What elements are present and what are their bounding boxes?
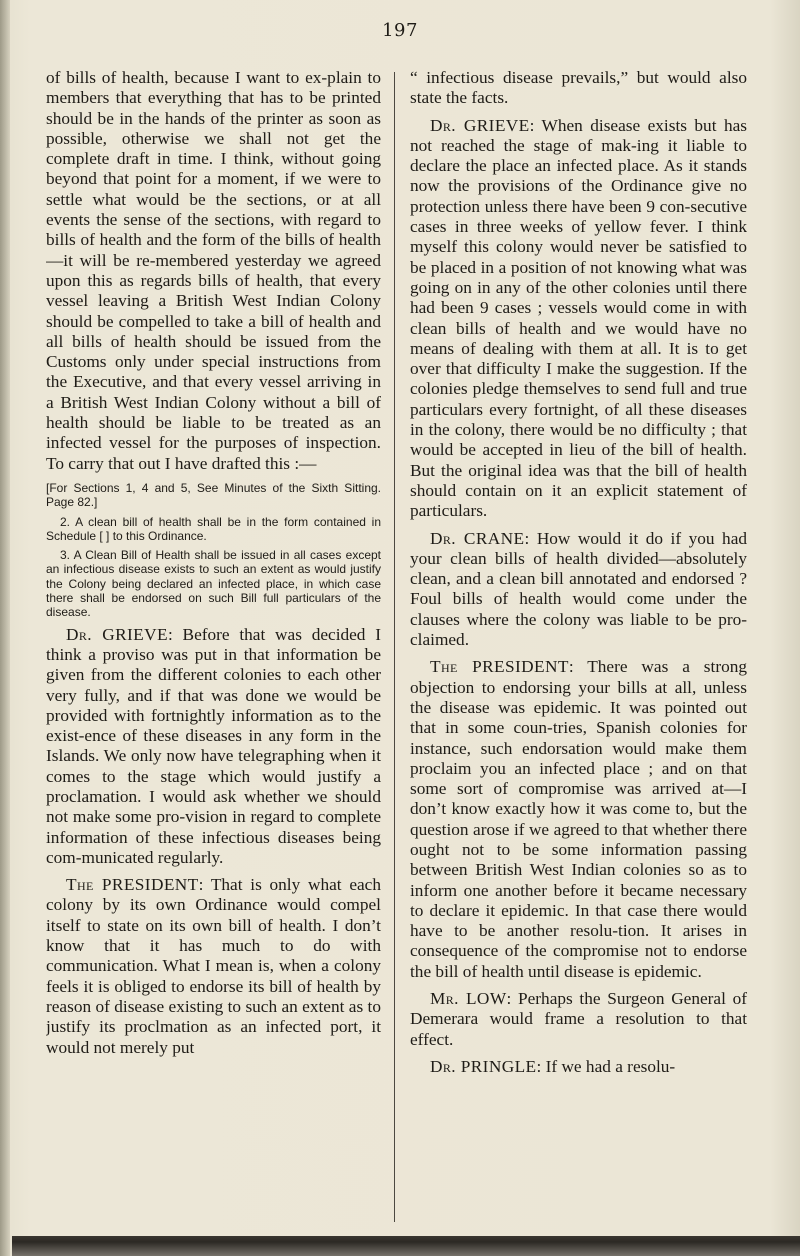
speech-paragraph xyxy=(46,875,381,1058)
speech-paragraph xyxy=(410,989,747,1050)
speaker-name: Dr. PRINGLE xyxy=(430,1056,537,1076)
speaker-name: The PRESIDENT xyxy=(66,875,199,895)
speaker-name: Dr. GRIEVE xyxy=(430,115,530,135)
speech-text: : Perhaps the Surgeon General of Demerara would frame a resolution to that effect. xyxy=(410,989,747,1049)
bottom-edge-shadow xyxy=(12,1236,800,1256)
speech-text: : How would it do if you had your clean bills of health divided—absolutely clean, and a clean bill annotated and endorsed ? Foul bills of health would come under the clauses where the colony was liable to be pro-claimed. xyxy=(410,528,747,650)
paragraph: of bills of health, because I want to ex-plain to members that everything that has to be printed should be in the hands of the printer as soon as possible, otherwise we shall not get the complete draft in time. I think, without going beyond that point for a moment, if we were to settle what would be the sections, or at all events the sense of the sections, with regard to bills of health and the form of the bills of health—it will be re-membered yesterday we agreed upon this as regards bills of health, that every vessel leaving a British West Indian Colony should be compelled to take a bill of health and all bills of health should be issued from the Customs only under special instructions from the Executive, and that every vessel arriving in a British West Indian Colony without a bill of health should be liable to be treated as an infected vessel for the purposes of inspection. To carry that out I have drafted this :— xyxy=(46,68,381,473)
speaker-name: Mr. LOW xyxy=(430,989,507,1009)
speech-paragraph xyxy=(410,1057,747,1077)
speech-text: : Before that was decided I think a proviso was put in that information be given from the different colonies to each other very fully, and if that was done we would be provided with fortnightly information as to the exist-ence of these diseases in any form in the Islands. We only now have telegraphing when it comes to the stage which would justify a proclamation. I would ask whether we should not make some pro-vision in regard to complete information of these infectious diseases being com-municated regularly. xyxy=(46,624,381,867)
left-column xyxy=(46,68,381,1228)
speaker-name: The PRESIDENT xyxy=(430,657,569,677)
speech-text: : When disease exists but has not reached the stage of mak-ing it liable to declare the place an infected place. As it stands now the provisions of the Ordinance give no protection unless there have been 9 con-secutive cases in three weeks of yellow fever. I think myself this colony would never be satisfied to be placed in a position of not knowing what was going on in any of the other colonies until there had been 9 cases ; vessels would come in with clean bills of health and we would have no means of dealing with them at all. It is to get over that difficulty I make the suggestion. If the colonies pledge themselves to send full and true particulars every fortnight, of all these diseases in the colony, there would be no difficulty ; that would be accepted in lieu of the bill of health. But the original idea was that the bill of health should contain on it an explicit statement of particulars. xyxy=(410,115,747,521)
speaker-name: Dr. CRANE xyxy=(430,528,525,548)
section-reference-note: [For Sections 1, 4 and 5, See Minutes of the Sixth Sitting. Page 82.] xyxy=(46,480,381,510)
page-number: 197 xyxy=(382,20,418,41)
speech-text: : If we had a resolu- xyxy=(536,1056,676,1076)
paragraph: “ infectious disease prevails,” but would also state the facts. xyxy=(410,68,747,108)
speech-paragraph xyxy=(410,529,747,651)
spine-shadow xyxy=(0,0,10,1256)
column-divider xyxy=(394,72,395,1222)
speaker-name: Dr. GRIEVE xyxy=(66,624,168,644)
speech-paragraph xyxy=(410,657,747,982)
speech-text: : There was a strong objection to endorsing your bills at all, unless the disease was epidemic. It was pointed out that in some coun-tries, Spanish colonies for instance, such endorsation would make them proclaim you an infected place ; and on that some sort of compromise was arrived at—I don’t know exactly how it was come to, but the question arose if we agreed to that whether there ought not to be some information passing between British West Indian colonies so as to inform one another before it became necessary to declare it epidemic. In that case there would have to be another resolu-tion. It arises in consequence of the compromise not to endorse the bill of health until disease is epidemic. xyxy=(410,657,747,981)
speech-paragraph xyxy=(410,116,747,522)
ordinance-clause-3: 3. A Clean Bill of Health shall be issued in all cases except an infectious disease exists to such an extent as would justify the Colony being declared an infected place, in which case there shall be endorsed on such Bill full particulars of the disease. xyxy=(46,548,381,620)
speech-paragraph xyxy=(46,625,381,869)
speech-text: : That is only what each colony by its own Ordinance would compel itself to state on its own bill of health. I don’t know that it has much to do with communication. What I mean is, when a colony feels it is obliged to endorse its bill of health by reason of disease existing to such an extent as to justify its proclmation as an infected port, it would not merely put xyxy=(46,875,381,1057)
right-column xyxy=(410,68,747,1228)
ordinance-clause-2: 2. A clean bill of health shall be in the form contained in Schedule [ ] to this Ordinance. xyxy=(46,514,381,543)
